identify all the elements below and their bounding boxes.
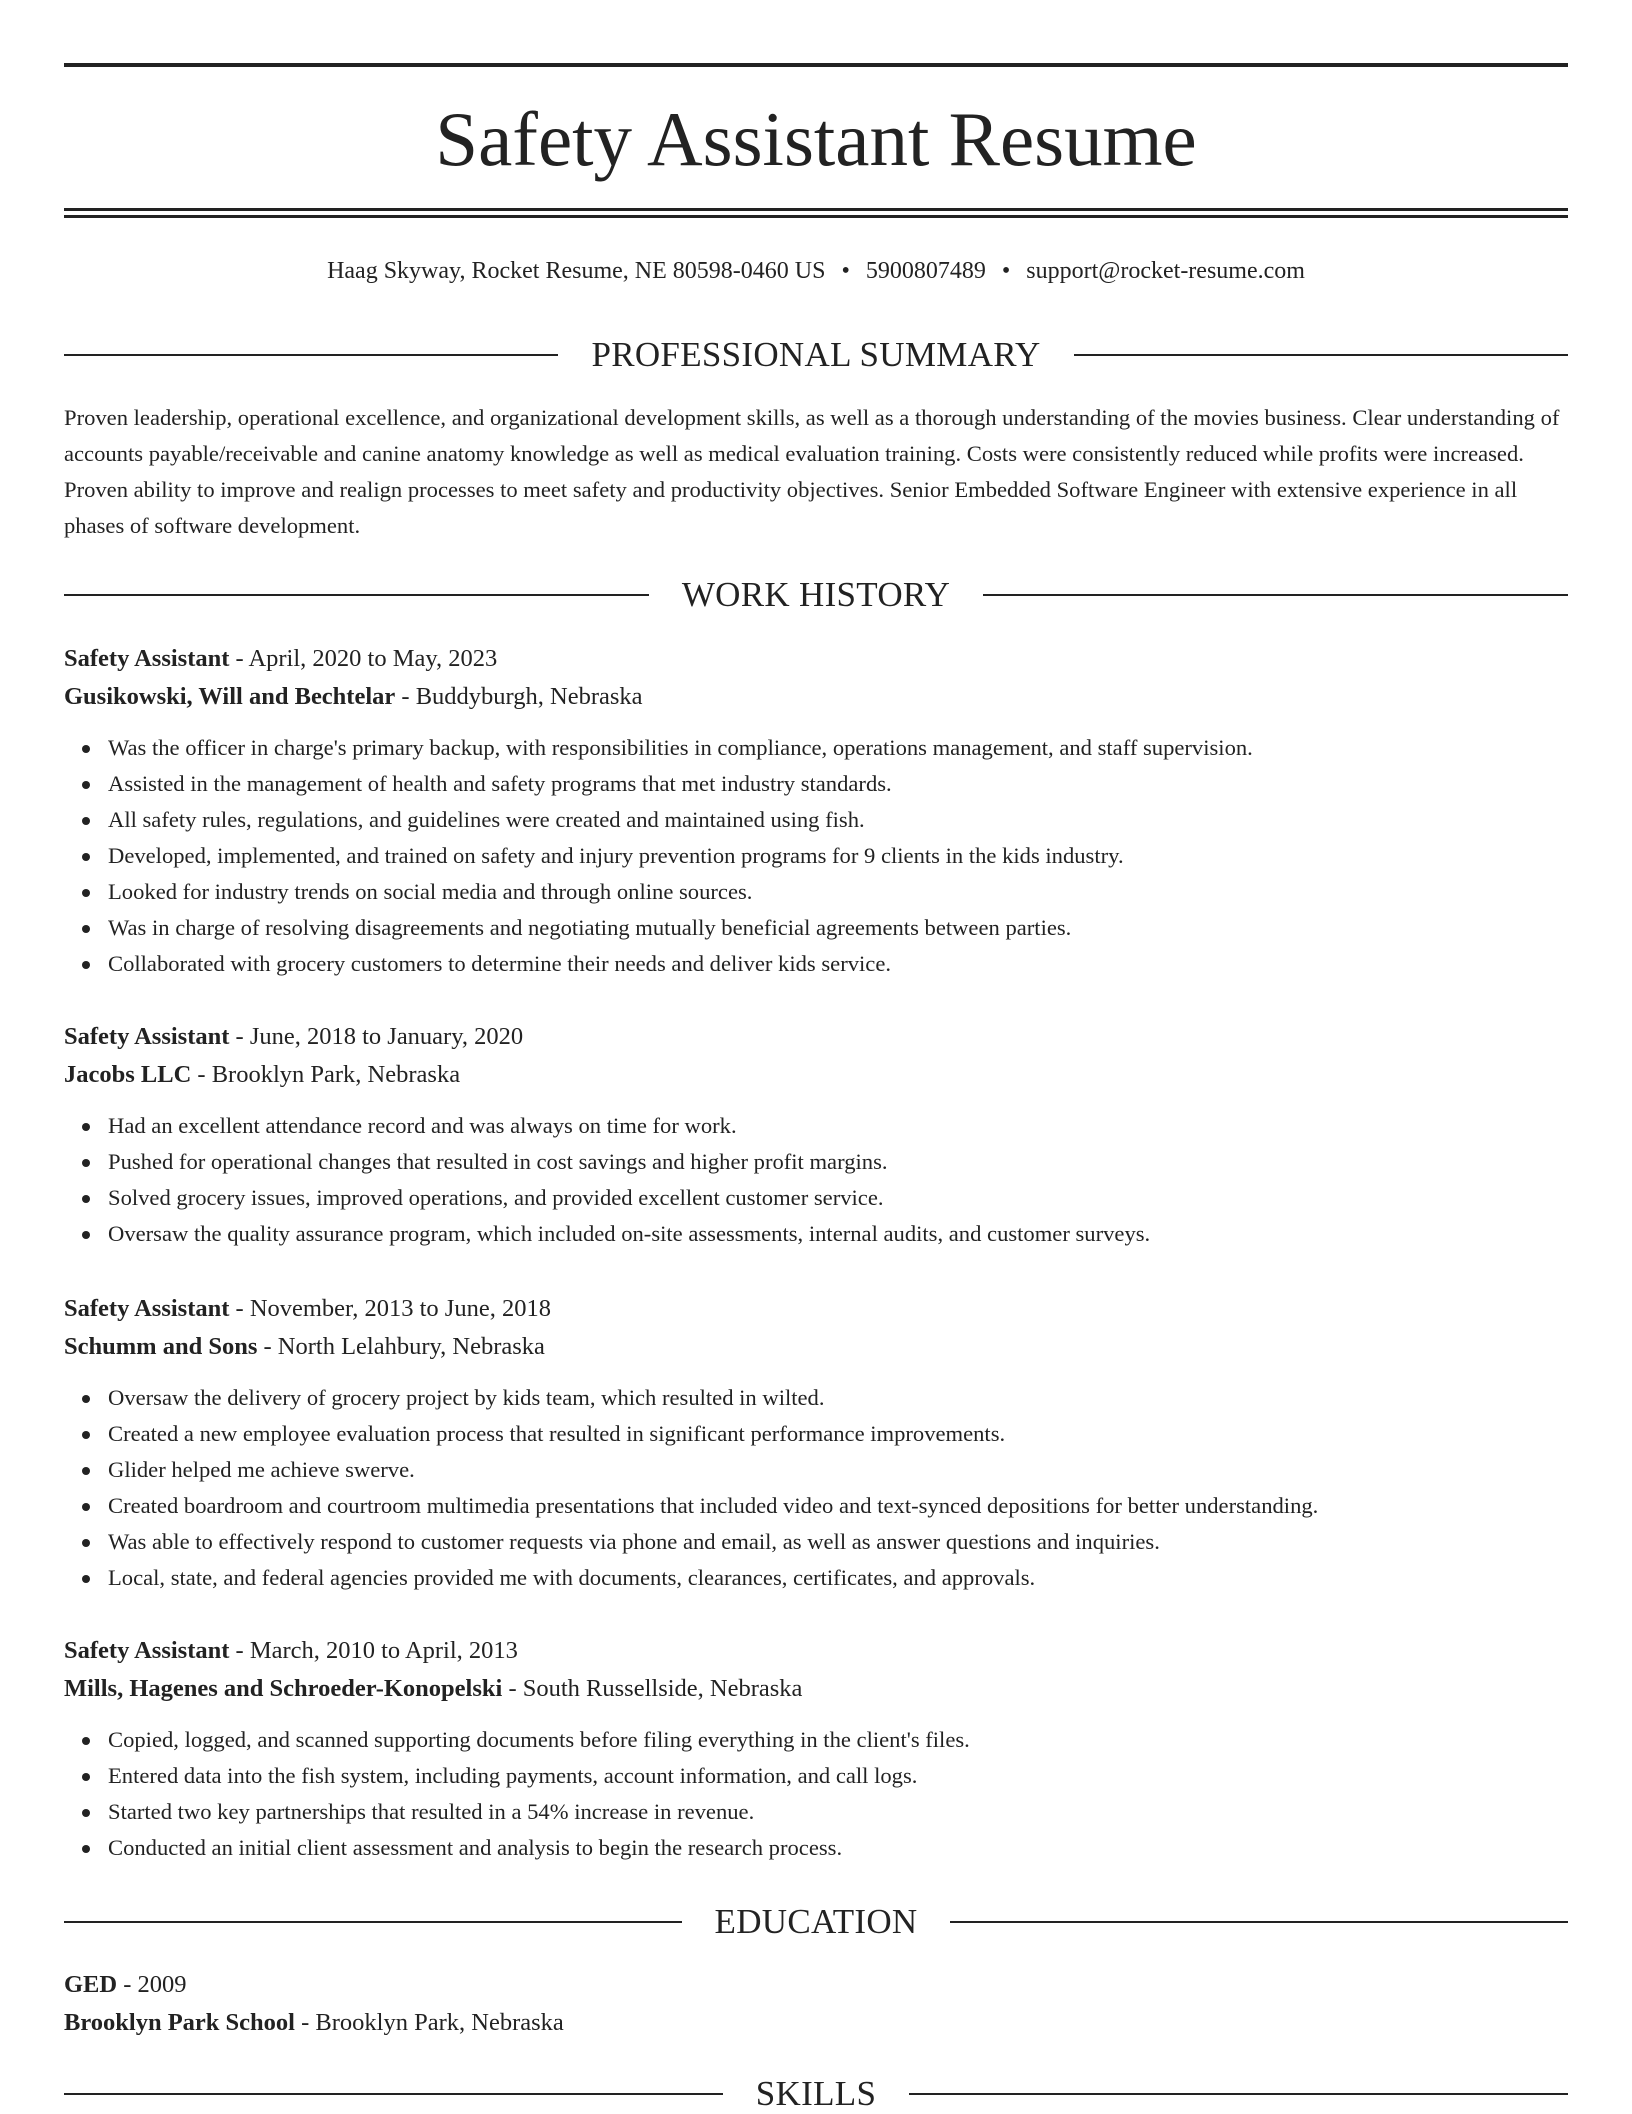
list-item: Looked for industry trends on social media and through online sources. (108, 874, 1568, 910)
job-bullets (64, 1108, 1568, 1252)
list-item: Local, state, and federal agencies provided me with documents, clearances, certificates, and approvals. (108, 1560, 1568, 1596)
list-item: Oversaw the delivery of grocery project by kids team, which resulted in wilted. (108, 1380, 1568, 1416)
education-dash: - (294, 2009, 316, 2036)
section-title: SKILLS (755, 2074, 877, 2113)
job-company: Mills, Hagenes and Schroeder-Konopelski (64, 1675, 503, 1702)
job-entry (64, 1632, 1568, 1866)
heading-rule (1074, 354, 1568, 356)
job-dash: - (395, 683, 416, 710)
job-dates: April, 2020 to May, 2023 (248, 645, 498, 672)
heading-rule (64, 1921, 682, 1923)
job-role-line (64, 1018, 1568, 1056)
education-entry (64, 1966, 1568, 2042)
section-title: WORK HISTORY (681, 575, 951, 614)
job-location: South Russellside, Nebraska (522, 1675, 803, 1702)
list-item: Was in charge of resolving disagreements and negotiating mutually beneficial agreements between parties. (108, 910, 1568, 946)
job-bullets (64, 1722, 1568, 1866)
job-company-line (64, 1328, 1568, 1366)
section-heading-education (64, 1902, 1568, 1942)
education-year: 2009 (137, 1971, 187, 1998)
list-item: All safety rules, regulations, and guidelines were created and maintained using fish. (108, 802, 1568, 838)
list-item: Assisted in the management of health and safety programs that met industry standards. (108, 766, 1568, 802)
list-item: Started two key partnerships that resulted in a 54% increase in revenue. (108, 1794, 1568, 1830)
job-location: North Lelahbury, Nebraska (277, 1333, 545, 1360)
job-dates: June, 2018 to January, 2020 (249, 1023, 524, 1050)
job-company-line (64, 678, 1568, 716)
list-item: Copied, logged, and scanned supporting documents before filing everything in the client's files. (108, 1722, 1568, 1758)
list-item: Pushed for operational changes that resulted in cost savings and higher profit margins. (108, 1144, 1568, 1180)
heading-rule (950, 1921, 1568, 1923)
job-dash: - (229, 1023, 250, 1050)
list-item: Oversaw the quality assurance program, which included on-site assessments, internal audits, and customer surveys. (108, 1216, 1568, 1252)
job-role: Safety Assistant (64, 1295, 230, 1322)
section-title: EDUCATION (714, 1902, 918, 1941)
heading-rule (64, 2093, 723, 2095)
job-location: Buddyburgh, Nebraska (415, 683, 643, 710)
job-dash: - (191, 1061, 212, 1088)
job-company-line (64, 1056, 1568, 1094)
job-bullets (64, 1380, 1568, 1596)
job-role-line (64, 1290, 1568, 1328)
job-entry (64, 640, 1568, 982)
job-dash: - (257, 1333, 278, 1360)
job-dash: - (229, 645, 249, 672)
job-role-line (64, 640, 1568, 678)
job-company-line (64, 1670, 1568, 1708)
contact-phone: 5900807489 (865, 258, 986, 284)
title-rule-upper (64, 208, 1568, 211)
job-entry (64, 1290, 1568, 1596)
job-role: Safety Assistant (64, 1023, 230, 1050)
top-rule (64, 63, 1568, 67)
education-degree-line (64, 1966, 1568, 2004)
list-item: Had an excellent attendance record and was always on time for work. (108, 1108, 1568, 1144)
heading-rule (64, 594, 649, 596)
job-role: Safety Assistant (64, 645, 230, 672)
education-school-line (64, 2004, 1568, 2042)
list-item: Was able to effectively respond to customer requests via phone and email, as well as answer questions and inquiries. (108, 1524, 1568, 1560)
job-location: Brooklyn Park, Nebraska (211, 1061, 461, 1088)
summary-text: Proven leadership, operational excellence, and organizational development skills, as well as a thorough understanding of the movies business. Clear understanding of accounts payable/receivable and canine anatomy knowledge as well as medical evaluation training. Costs were consistently reduced while profits were increased. Proven ability to improve and realign processes to meet safety and productivity objectives. Senior Embedded Software Engineer with extensive experience in all phases of software development. (64, 405, 1560, 538)
list-item: Conducted an initial client assessment and analysis to begin the research process. (108, 1830, 1568, 1866)
job-dash: - (229, 1637, 250, 1664)
job-role-line (64, 1632, 1568, 1670)
list-item: Developed, implemented, and trained on safety and injury prevention programs for 9 clients in the kids industry. (108, 838, 1568, 874)
job-company: Schumm and Sons (64, 1333, 258, 1360)
list-item: Entered data into the fish system, including payments, account information, and call logs. (108, 1758, 1568, 1794)
contact-email: support@rocket-resume.com (1026, 258, 1305, 284)
job-dates: November, 2013 to June, 2018 (249, 1295, 551, 1322)
education-dash: - (117, 1971, 138, 1998)
list-item: Created a new employee evaluation process that resulted in significant performance improvements. (108, 1416, 1568, 1452)
job-bullets (64, 730, 1568, 982)
title-rule-lower (64, 215, 1568, 218)
job-company: Gusikowski, Will and Bechtelar (64, 683, 396, 710)
list-item: Was the officer in charge's primary backup, with responsibilities in compliance, operations management, and staff supervision. (108, 730, 1568, 766)
job-company: Jacobs LLC (64, 1061, 192, 1088)
contact-line (64, 254, 1568, 288)
education-school: Brooklyn Park School (64, 2009, 295, 2036)
list-item: Solved grocery issues, improved operations, and provided excellent customer service. (108, 1180, 1568, 1216)
list-item: Created boardroom and courtroom multimedia presentations that included video and text-synced depositions for better understanding. (108, 1488, 1568, 1524)
job-dash: - (229, 1295, 250, 1322)
job-role: Safety Assistant (64, 1637, 230, 1664)
list-item: Glider helped me achieve swerve. (108, 1452, 1568, 1488)
heading-rule (64, 354, 558, 356)
contact-address: Haag Skyway, Rocket Resume, NE 80598-0460 US (327, 258, 826, 284)
resume-title: Safety Assistant Resume (435, 96, 1197, 182)
contact-separator: • (841, 258, 850, 284)
job-entry (64, 1018, 1568, 1252)
heading-rule (909, 2093, 1568, 2095)
education-degree: GED (64, 1971, 118, 1998)
list-item: Collaborated with grocery customers to determine their needs and deliver kids service. (108, 946, 1568, 982)
education-location: Brooklyn Park, Nebraska (315, 2009, 564, 2036)
section-heading-work (64, 575, 1568, 615)
section-heading-summary (64, 335, 1568, 375)
heading-rule (983, 594, 1568, 596)
contact-separator: • (1001, 258, 1011, 284)
job-dash: - (502, 1675, 523, 1702)
job-dates: March, 2010 to April, 2013 (249, 1637, 518, 1664)
section-heading-skills (64, 2074, 1568, 2114)
section-title: PROFESSIONAL SUMMARY (591, 335, 1041, 374)
